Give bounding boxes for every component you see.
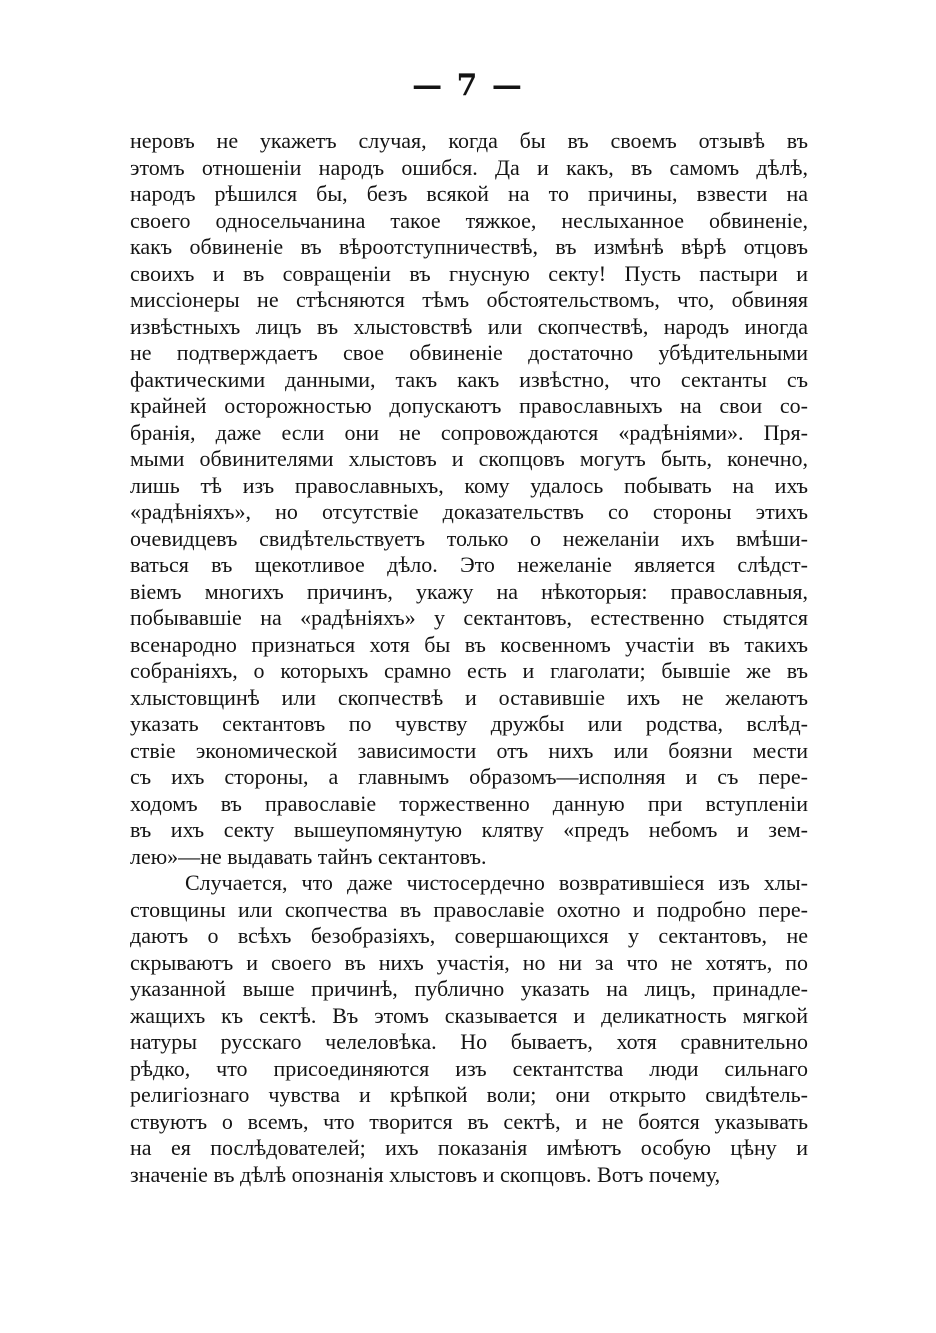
- text-line: ходомъ въ православіе торжественно данную при вступленіи: [130, 790, 808, 816]
- text-line: значеніе въ дѣлѣ опознанія хлыстовъ и скопцовъ. Вотъ почему,: [130, 1161, 721, 1187]
- text-line: народъ рѣшился бы, безъ всякой на то причины, взвести на: [130, 181, 808, 206]
- text-line: ваться въ щекотливое дѣло. Это нежеланіе является слѣдст-: [130, 552, 808, 577]
- text-line: бранія, даже если они не сопровождаются «радѣніями». Пря-: [130, 419, 808, 445]
- text-line: віемъ многихъ причинъ, укажу на нѣкоторыя: православныя,: [130, 578, 808, 604]
- text-line: лишь тѣ изъ православныхъ, кому удалось побывать на ихъ: [130, 472, 808, 498]
- text-line: въ ихъ секту вышеупомянутую клятву «предъ небомъ и зем-: [130, 817, 808, 842]
- page-number: — 7 —: [412, 68, 524, 103]
- text-line: указать сектантовъ по чувству дружбы или родства, вслѣд-: [130, 711, 808, 736]
- text-line: лею»—не выдавать тайнъ сектантовъ.: [130, 843, 487, 869]
- text-line: скрываютъ и своего въ нихъ участія, но ни за что не хотятъ, по: [130, 949, 808, 975]
- text-line: «радѣніяхъ», но отсутствіе доказательствъ со стороны этихъ: [130, 499, 808, 524]
- text-line: натуры русскаго челеловѣка. Но бываетъ, хотя сравнительно: [130, 1029, 808, 1054]
- text-line: своихъ и въ совращеніи въ гнусную секту! Пусть пастыри и: [130, 260, 808, 286]
- text-line: собраніяхъ, о которыхъ срамно есть и глаголати; бывшіе же въ: [130, 658, 808, 683]
- text-line: фактическими данными, такъ какъ извѣстно, что сектанты съ: [130, 366, 808, 392]
- body-text: [130, 128, 808, 1188]
- text-line: указанной выше причинѣ, публично указать на лицъ, принадле-: [130, 976, 808, 1001]
- paragraph: [130, 870, 808, 1188]
- text-line: очевидцевъ свидѣтельствуетъ только о нежеланіи ихъ вмѣши-: [130, 525, 808, 551]
- text-line: миссіонеры не стѣсняются тѣмъ обстоятельствомъ, что, обвиняя: [130, 287, 808, 312]
- text-line: побывавшіе на «радѣніяхъ» у сектантовъ, естественно стыдятся: [130, 605, 808, 630]
- paragraph: [130, 128, 808, 870]
- text-line: хлыстовщинѣ или скопчествѣ и оставившіе ихъ не желаютъ: [130, 684, 808, 710]
- text-line: неровъ не укажетъ случая, когда бы въ своемъ отзывѣ въ: [130, 128, 808, 153]
- text-line: всенародно признаться хотя бы въ косвенномъ участіи въ такихъ: [130, 631, 808, 657]
- text-line: своего односельчанина такое тяжкое, неслыханное обвиненіе,: [130, 207, 808, 233]
- text-line: крайней осторожностью допускаютъ православныхъ на свои со-: [130, 393, 808, 418]
- text-line: этомъ отношеніи народъ ошибся. Да и какъ, въ самомъ дѣлѣ,: [130, 154, 808, 180]
- text-line: на ея послѣдователей; ихъ показанія имѣютъ особую цѣну и: [130, 1135, 808, 1160]
- text-line: съ ихъ стороны, а главнымъ образомъ—исполняя и съ пере-: [130, 764, 808, 789]
- text-line: не подтверждаетъ свое обвиненіе достаточно убѣдительными: [130, 340, 808, 365]
- text-line: жащихъ къ сектѣ. Въ этомъ сказывается и деликатность мягкой: [130, 1002, 808, 1028]
- text-line: Случается, что даже чистосердечно возвратившіеся изъ хлы-: [185, 870, 808, 895]
- text-line: ствуютъ о всемъ, что творится въ сектѣ, и не боятся указывать: [130, 1108, 808, 1134]
- text-line: ствіе экономической зависимости отъ нихъ или боязни мести: [130, 737, 808, 763]
- text-line: стовщины или скопчества въ православіе охотно и подробно пере-: [130, 896, 808, 922]
- text-line: извѣстныхъ лицъ въ хлыстовствѣ или скопчествѣ, народъ иногда: [130, 313, 808, 339]
- text-line: религіознаго чувства и крѣпкой воли; они открыто свидѣтель-: [130, 1082, 808, 1107]
- text-line: мыми обвинителями хлыстовъ и скопцовъ могутъ быть, конечно,: [130, 446, 808, 471]
- text-line: даютъ о всѣхъ безобразіяхъ, совершающихся у сектантовъ, не: [130, 923, 808, 948]
- text-line: какъ обвиненіе въ вѣроотступничествѣ, въ измѣнѣ вѣрѣ отцовъ: [130, 234, 808, 259]
- text-line: рѣдко, что присоединяются изъ сектантства люди сильнаго: [130, 1055, 808, 1081]
